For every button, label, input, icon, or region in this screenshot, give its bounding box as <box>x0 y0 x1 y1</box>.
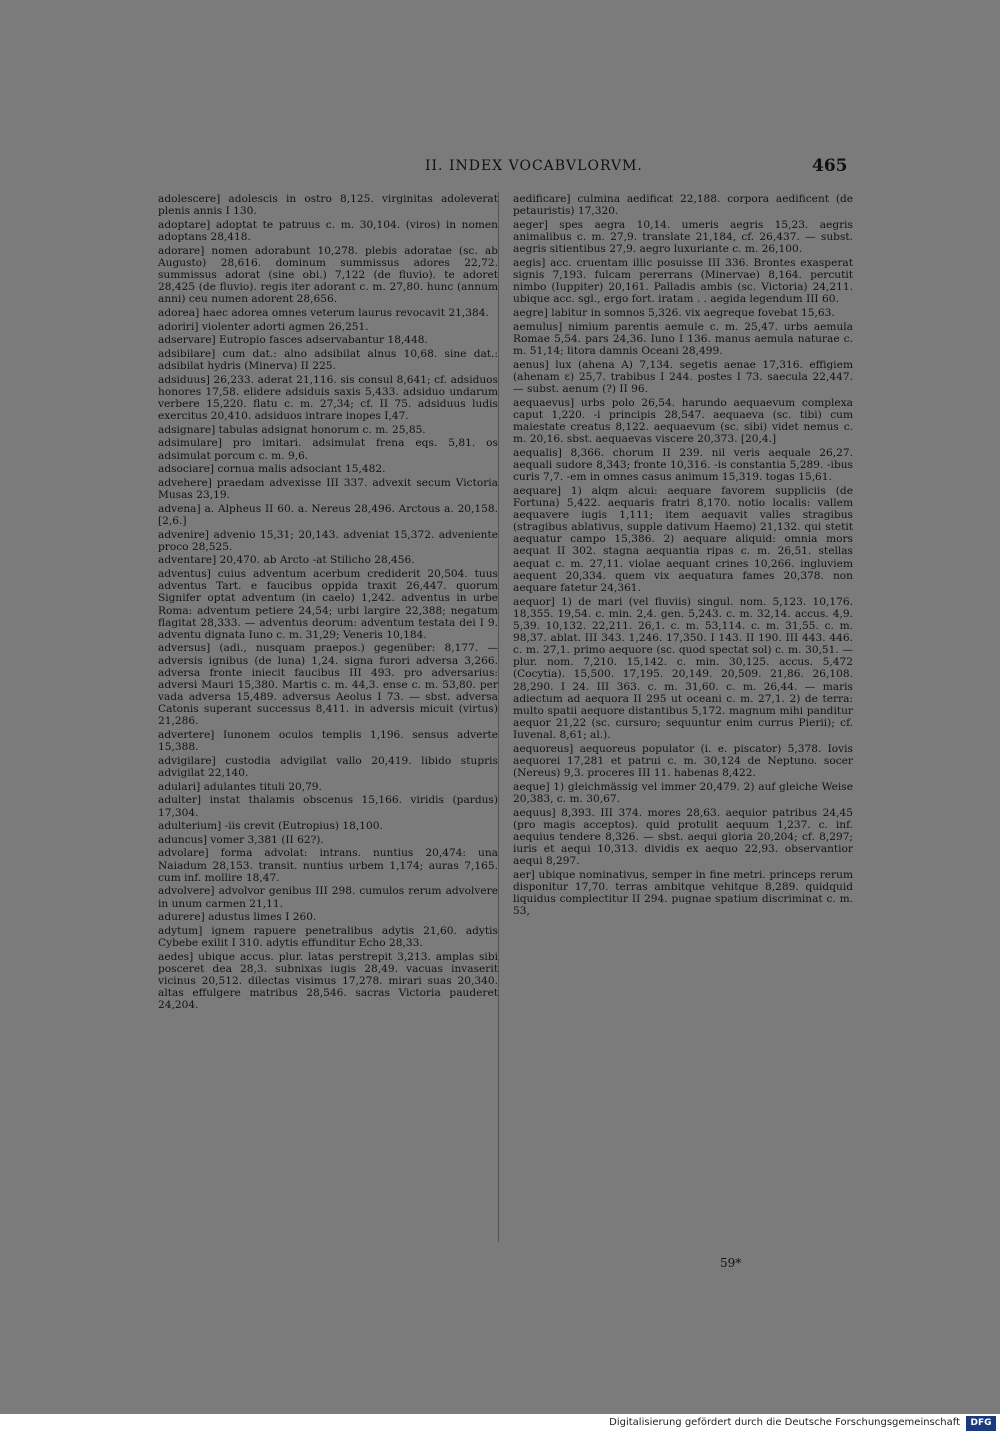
page-number: 465 <box>812 156 848 176</box>
running-title: II. INDEX VOCABVLORVM. <box>425 158 643 174</box>
index-entry: advena] a. Alpheus II 60. a. Nereus 28,496. Arctous a. 20,158. [2,6.] <box>158 502 498 527</box>
index-entry: adsociare] cornua malis adsociant 15,482. <box>158 463 386 476</box>
index-entry: adventus] cuius adventum acerbum crediderit 20,504. tuus adventus Tart. e faucibus oppida traxit 26,447. quorum Signifer optat adventum (in caelo) 1,242. adventus in urbe Roma: adventum petiere 24,54; urbi largire 22,388; negatum flagitat 28,333. — adventus deorum: adventum testata dei I 9. adventu dignata Iuno c. m. 31,29; Veneris 10,184. <box>158 568 498 641</box>
footer-bar <box>0 1414 1000 1434</box>
index-entry: aeger] spes aegra 10,14. umeris aegris 15,23. aegris animalibus c. m. 27,9. translate 21,184, cf. 26,437. — subst. aegris sitientibus 27,9. aegro luxuriante c. m. 26,100. <box>513 218 853 256</box>
signature-mark: 59* <box>720 1256 742 1270</box>
index-entry: aequaevus] urbs polo 26,54. harundo aequaevum complexa caput 1,220. -i principis 28,547. aequaeva (sc. tibi) cum maiestate creatus 8,122. aequaevum (sc. sibi) videt nemus c. m. 20,16. sbst. aequaevas viscere 20,373. [20,4.] <box>513 396 853 445</box>
index-entry: aegre] labitur in somnos 5,326. vix aegreque fovebat 15,63. <box>513 306 835 319</box>
index-entry: adurere] adustus limes I 260. <box>158 911 317 924</box>
index-entry: adorare] nomen adorabunt 10,278. plebis adoratae (sc. ab Augusto) 28,616. dominum summissus adores 22,72. summissus adorat (sine obi.) 7,122 (de fluvio). te adoret 28,425 (de fluvio). regis iter adorant c. m. 27,80. hunc (annum anni) ceu numen adorent 28,656. <box>158 244 498 306</box>
index-entry: aedificare] culmina aedificat 22,188. corpora aedificent (de petauristis) 17,320. <box>513 193 853 218</box>
index-entry: aequoreus] aequoreus populator (i. e. piscator) 5,378. Iovis aequorei 17,281 et patrui c. m. 30,124 de Neptuno. socer (Nereus) 9,3. proceres III 11. habenas 8,422. <box>513 742 853 780</box>
index-entry: aequare] 1) alqm alcui: aequare favorem suppliciis (de Fortuna) 5,422. aequaris fratri 8,170. notio localis: vallem aequavere iugis 1,111; item aequavit valles stragibus (stragibus ablativus, supple dativum Haemo) 21,132. qui stetit aequatur campo 15,386. 2) aequare aliquid: omnia mors aequat II 302. stagna aequantia ripas c. m. 26,51. stellas aequat c. m. 27,11. violae aequant crines 10,266. ingluviem aequent 20,334. quem vix aequatura fames 20,378. non aequare fatetur 24,361. <box>513 484 853 594</box>
index-entry: adoptare] adoptat te patruus c. m. 30,104. (viros) in nomen adoptans 28,418. <box>158 218 498 243</box>
index-entry: adversus] (adi., nusquam praepos.) gegenüber: 8,177. — adversis ignibus (de luna) 1,24. signa furori adversa 3,266. adversa fronte iniecit faucibus III 493. pro adversarius: adversi Mauri 15,380. Martis c. m. 44,3. ense c. m. 53,80. per vada adversa 15,489. adversus Aeolus I 73. — sbst. adversa Catonis superant successus 8,411. in adversis micuit (virtus) 21,286. <box>158 642 498 728</box>
index-entry: adservare] Eutropio fasces adservabantur 18,448. <box>158 334 428 347</box>
index-entry: adoriri] violenter adorti agmen 26,251. <box>158 320 369 333</box>
index-entry: aenus] lux (ahena A) 7,134. segetis aenae 17,316. effigiem (ahenam ε) 25,7. trabibus I 244. postes I 73. saecula 22,447. — subst. aenum (?) II 96. <box>513 358 853 395</box>
index-entry: advolvere] advolvor genibus III 298. cumulos rerum advolvere in unum carmen 21,11. <box>158 885 498 910</box>
index-entry: adsibilare] cum dat.: alno adsibilat alnus 10,68. sine dat.: adsibilat hydris (Minerva) II 225. <box>158 347 498 373</box>
index-entry: adytum] ignem rapuere penetralibus adytis 21,60. adytis Cybebe exilit I 310. adytis effunditur Echo 28,33. <box>158 924 498 950</box>
index-entry: aegis] acc. cruentam illic posuisse III 336. Brontes exasperat signis 7,193. fulcam pererrans (Minervae) 8,164. percutit nimbo (Iuppiter) 20,161. Palladis ambis (sc. Victoria) 24,211. ubique acc. sgl., ergo fort. iratam . . aegida legendum III 60. <box>513 256 853 306</box>
index-entry: adventare] 20,470. ab Arcto -at Stilicho 28,456. <box>158 554 415 567</box>
index-entry: aequalis] 8,366. chorum II 239. nil veris aequale 26,27. aequali sudore 8,343; fronte 10,316. -is constantia 5,289. -ibus curis 7,7. -em in omnes casus animum 15,319. togas 15,61. <box>513 446 853 483</box>
index-entry: adulari] adulantes tituli 20,79. <box>158 780 322 793</box>
index-entry: aequus] 8,393. III 374. mores 28,63. aequior patribus 24,45 (pro magis acceptos). quid protulit aequum 1,237. c. inf. aequius tendere 8,326. — sbst. aequi gloria 20,204; cf. 8,297; iuris et aequi 10,313. dividis ex aequo 22,93. observantior aequi 8,297. <box>513 806 853 868</box>
index-entry: aemulus] nimium parentis aemule c. m. 25,47. urbs aemula Romae 5,54. pars 24,36. Iuno I 136. manus aemula naturae c. m. 51,14; litora damnis Oceani 28,499. <box>513 320 853 357</box>
index-entry: adsimulare] pro imitari. adsimulat frena eqs. 5,81. os adsimulat porcum c. m. 9,6. <box>158 437 498 462</box>
index-entry: aduncus] vomer 3,381 (II 62?). <box>158 833 324 846</box>
right-column <box>513 193 853 919</box>
index-entry: adolescere] adolescis in ostro 8,125. virginitas adoleverat plenis annis I 130. <box>158 193 498 218</box>
left-column <box>158 193 498 1013</box>
index-entry: adorea] haec adorea omnes veterum laurus revocavit 21,384. <box>158 306 489 319</box>
index-entry: advenire] advenio 15,31; 20,143. adveniat 15,372. adveniente proco 28,525. <box>158 528 498 553</box>
column-divider <box>498 192 499 1242</box>
footer-credit: Digitalisierung gefördert durch die Deutsche Forschungsgemeinschaft <box>609 1417 960 1428</box>
index-entry: adulter] instat thalamis obscenus 15,166. viridis (pardus) 17,304. <box>158 794 498 819</box>
index-entry: aedes] ubique accus. plur. latas perstrepit 3,213. amplas sibi posceret dea 28,3. subnixas iugis 28,49. vacuas invaserit vicinus 20,512. dilectas visimus 17,278. mirari suas 20,340. altas effulgere matribus 28,546. sacras Victoria pauderet 24,204. <box>158 950 498 1012</box>
index-entry: aeque] 1) gleichmässig vel immer 20,479. 2) auf gleiche Weise 20,383, c. m. 30,67. <box>513 780 853 805</box>
index-entry: advertere] Iunonem oculos templis 1,196. sensus adverte 15,388. <box>158 729 498 754</box>
index-entry: advehere] praedam advexisse III 337. advexit secum Victoria Musas 23,19. <box>158 476 498 502</box>
index-entry: adsiduus] 26,233. aderat 21,116. sis consul 8,641; cf. adsiduos honores 17,58. elidere adsiduis saxis 5,433. adsiduo undarum verbere 15,220. flatu c. m. 27,34; cf. II 75. adsiduus ludis exercitus 20,410. adsiduos intrare inopes I,47. <box>158 373 498 423</box>
index-entry: aer] ubique nominativus, semper in fine metri. princeps rerum disponitur 17,70. terras ambitque vehitque 8,289. quidquid liquidus complectitur II 294. pugnae spatium discriminat c. m. 53, <box>513 868 853 918</box>
index-entry: advolare] forma advolat: intrans. nuntius 20,474: una Naiadum 28,153. transit. nuntius urbem 1,174; auras 7,165. cum inf. mollire 18,47. <box>158 847 498 884</box>
index-entry: advigilare] custodia advigilat vallo 20,419. libido stupris advigilat 22,140. <box>158 754 498 780</box>
index-entry: adsignare] tabulas adsignat honorum c. m. 25,85. <box>158 423 426 436</box>
index-entry: aequor] 1) de mari (vel fluviis) singul. nom. 5,123. 10,176. 18,355. 19,54. c. min. 2,4. gen. 5,243. c. m. 32,14. accus. 4,9. 5,39. 10,132. 22,211. 26,1. c. m. 53,114. c. m. 31,55. c. m. 98,37. ablat. III 343. 1,246. 17,350. I 143. II 190. III 443. 446. c. m. 27,1. primo aequore (sc. quod spectat sol) c. m. 30,51. — plur. nom. 7,210. 15,142. c. min. 30,125. accus. 5,472 (Cocytia). 15,500. 17,195. 20,149. 20,509. 21,86. 26,108. 28,290. I 24. III 363. c. m. 31,60. c. m. 26,44. — maris adiectum ad aequora II 295 ut oceani c. m. 27,1. 2) de terra: multo spatii aequore distantibus 5,172. magnum mihi panditur aequor 21,22 (sc. cursuro; sequuntur enim currus Pierii); cf. Iuvenal. 8,61; al.). <box>513 595 853 742</box>
index-entry: adulterium] -iis crevit (Eutropius) 18,100. <box>158 820 383 833</box>
dfg-logo-icon: DFG <box>966 1416 996 1431</box>
